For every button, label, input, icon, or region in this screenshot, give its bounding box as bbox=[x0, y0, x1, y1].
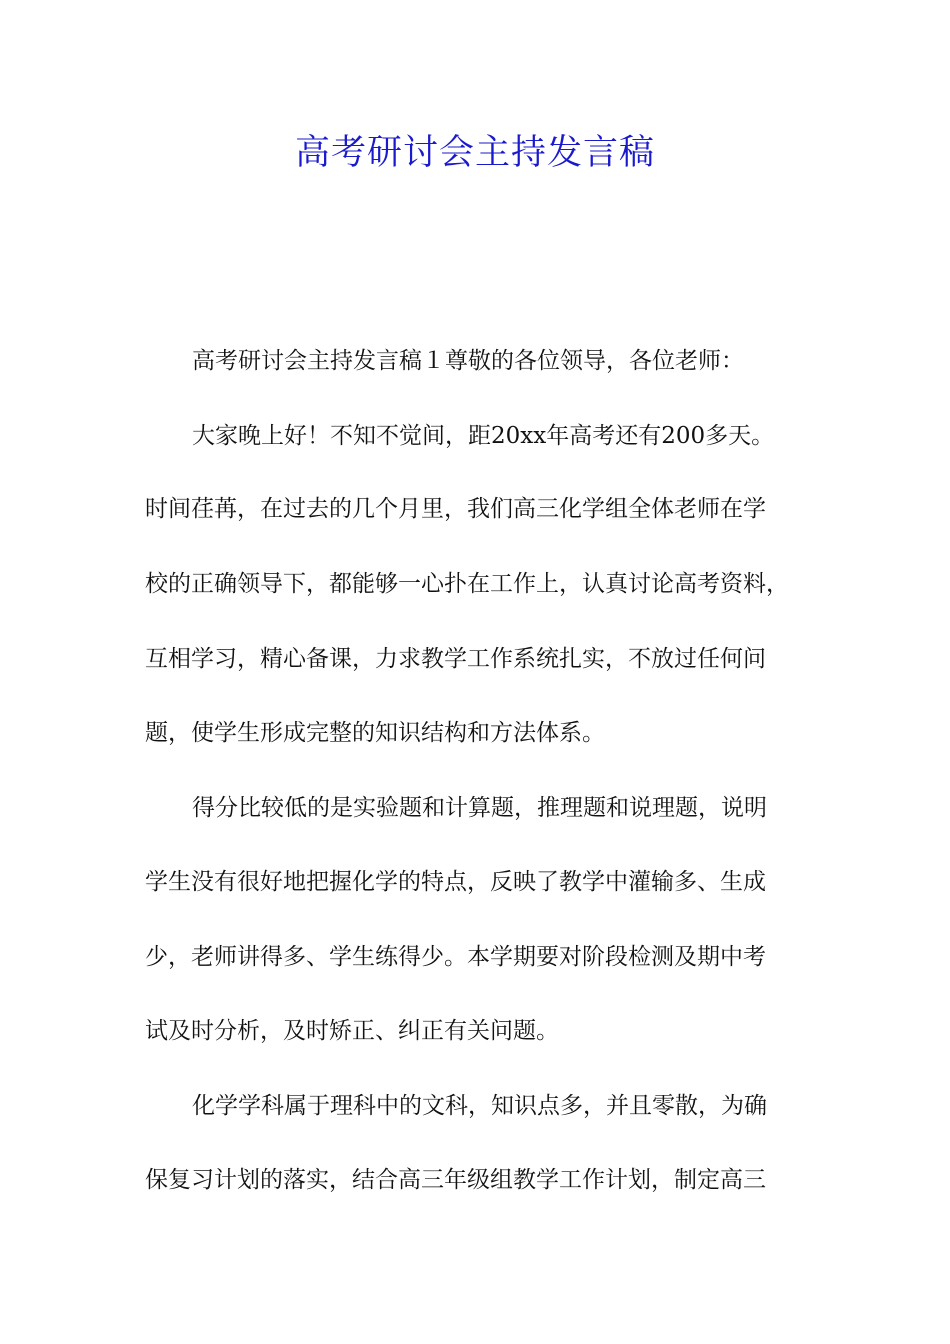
paragraph-line: 互相学习，精心备课，力求教学工作系统扎实，不放过任何问 bbox=[145, 646, 766, 672]
paragraph-line: 时间荏苒，在过去的几个月里，我们高三化学组全体老师在学 bbox=[145, 496, 766, 522]
document-title: 高考研讨会主持发言稿 bbox=[294, 133, 655, 173]
paragraph-line: 高考研讨会主持发言稿１尊敬的各位领导，各位老师： bbox=[192, 348, 744, 374]
paragraph-line: 化学学科属于理科中的文科，知识点多，并且零散，为确 bbox=[192, 1093, 767, 1119]
paragraph-line: 得分比较低的是实验题和计算题，推理题和说理题，说明 bbox=[192, 795, 767, 821]
paragraph-line: 大家晚上好！不知不觉间，距20xx年高考还有200多天。 bbox=[192, 423, 775, 449]
paragraph-line: 少，老师讲得多、学生练得少。本学期要对阶段检测及期中考 bbox=[145, 944, 766, 970]
paragraph-line: 保复习计划的落实，结合高三年级组教学工作计划，制定高三 bbox=[145, 1167, 766, 1193]
paragraph-line: 校的正确领导下，都能够一心扑在工作上，认真讨论高考资料， bbox=[145, 571, 789, 597]
paragraph-line: 学生没有很好地把握化学的特点，反映了教学中灌输多、生成 bbox=[145, 869, 766, 895]
paragraph-line: 题，使学生形成完整的知识结构和方法体系。 bbox=[145, 720, 605, 746]
paragraph-line: 试及时分析，及时矫正、纠正有关问题。 bbox=[145, 1018, 559, 1044]
